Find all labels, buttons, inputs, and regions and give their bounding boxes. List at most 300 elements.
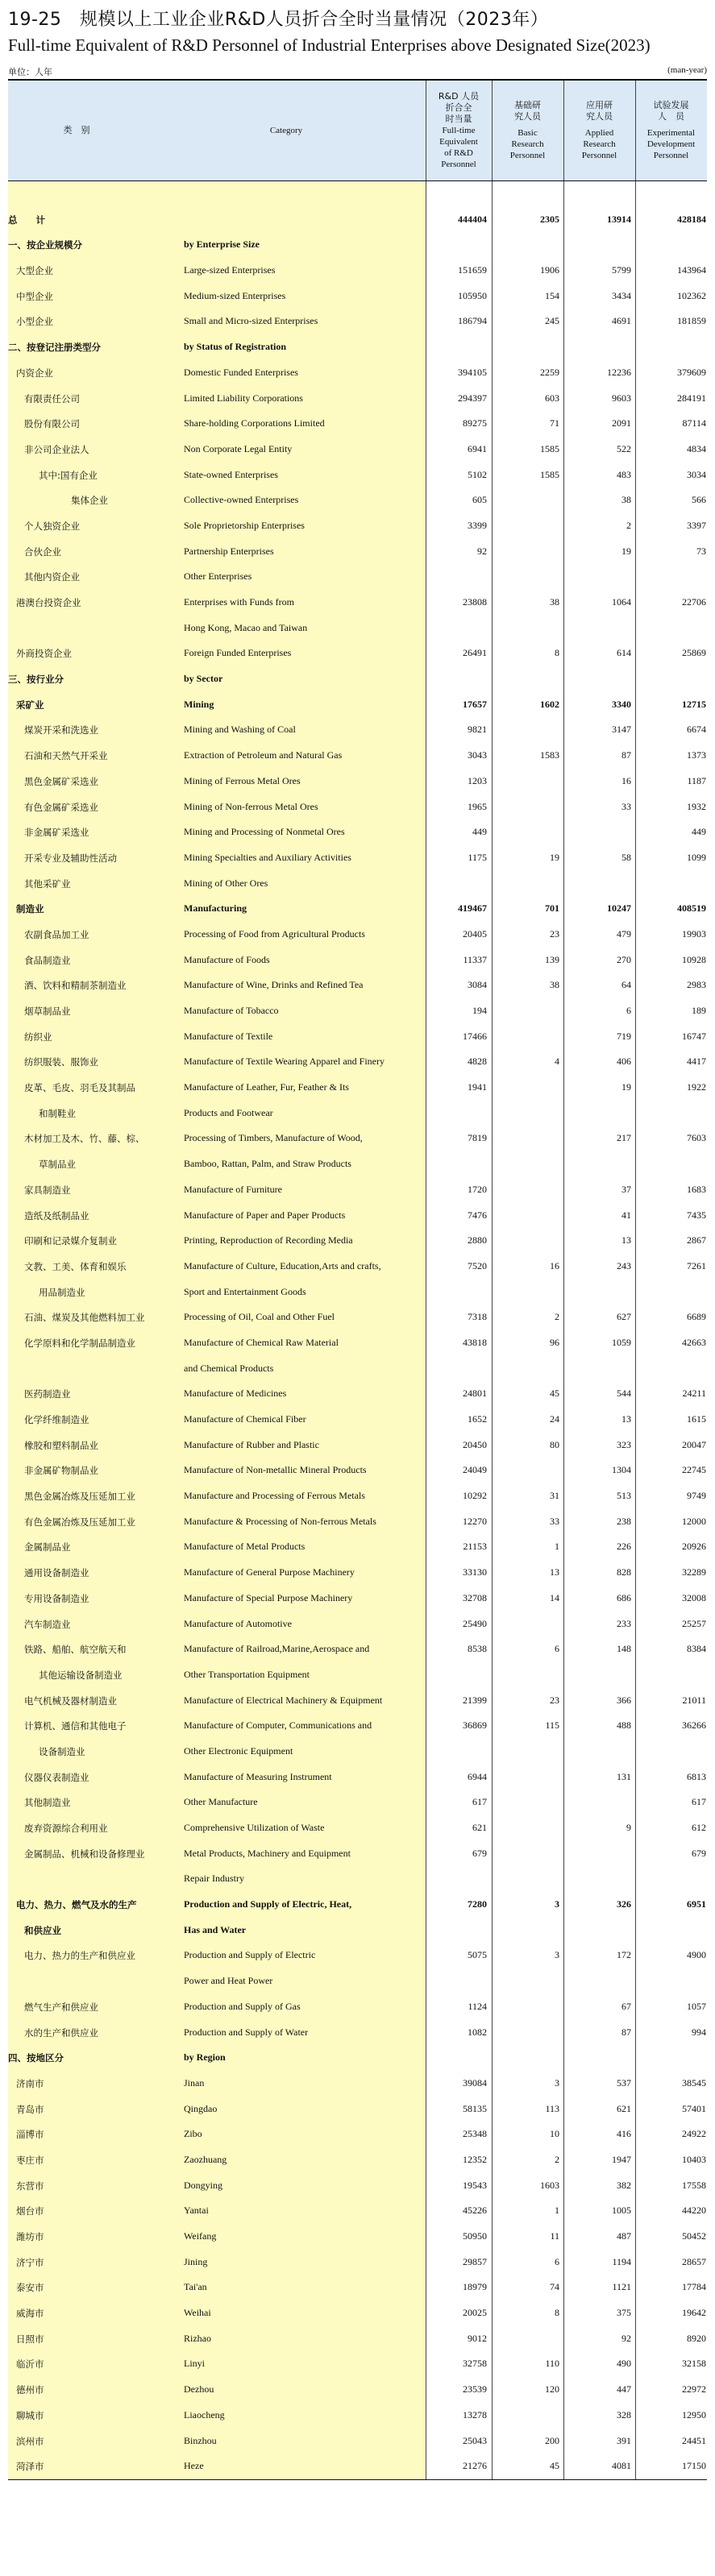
row-label-en: Products and Footwear (184, 1106, 273, 1118)
row-value-col1: 7476 (468, 1209, 487, 1221)
row-value-col1: 89275 (463, 417, 487, 429)
row-value-col1: 13278 (463, 2408, 487, 2420)
row-label-en: Manufacture of Non-metallic Mineral Products (184, 1464, 367, 1476)
row-label-cn: 威海市 (16, 2308, 44, 2320)
row-label-cn: 黑色金属冶炼及压延加工业 (24, 1491, 135, 1503)
row-label-en: Liaocheng (184, 2408, 225, 2420)
row-label-cn: 食品制造业 (24, 954, 71, 966)
table-row (8, 1534, 707, 1560)
table-row (8, 2045, 707, 2071)
row-value-col2: 19 (550, 851, 559, 863)
row-value-col4: 19642 (682, 2307, 706, 2319)
table-row (8, 1126, 707, 1151)
row-value-col4: 87114 (682, 417, 706, 429)
table-row (8, 513, 707, 539)
table-row (8, 463, 707, 488)
table-row (8, 1356, 707, 1382)
row-value-col4: 7261 (687, 1259, 706, 1271)
row-label-cn: 通用设备制造业 (24, 1567, 89, 1579)
row-label-en: Production and Supply of Gas (184, 2000, 301, 2012)
row-label-cn: 设备制造业 (39, 1745, 85, 1757)
row-value-col3: 621 (617, 2102, 631, 2114)
row-value-col2: 11 (550, 2230, 559, 2242)
table-row (8, 769, 707, 794)
row-label-en: Manufacture of Foods (184, 953, 270, 965)
row-value-col4: 428184 (677, 213, 706, 225)
row-label-cn: 总 计 (8, 214, 45, 226)
row-value-col2: 4 (555, 1056, 559, 1068)
row-value-col2: 200 (545, 2434, 559, 2446)
row-label-en: Jinan (184, 2076, 205, 2089)
table-row (8, 2198, 707, 2224)
data-table (8, 81, 707, 2479)
row-label-en: Mining Specialties and Auxiliary Activities (184, 851, 351, 863)
column-divider (563, 181, 564, 2479)
row-value-col1: 1720 (468, 1183, 487, 1195)
row-label-en: Non Corporate Legal Entity (184, 442, 293, 454)
row-value-col1: 1965 (468, 800, 487, 812)
row-label-cn: 港澳台投资企业 (16, 597, 81, 608)
row-label-cn: 专用设备制造业 (24, 1592, 89, 1604)
row-value-col3: 226 (617, 1541, 631, 1553)
row-value-col1: 449 (472, 826, 487, 838)
table-row (8, 437, 707, 463)
row-value-col4: 7435 (687, 1209, 706, 1221)
row-label-en: Binzhou (184, 2434, 217, 2446)
table-row (8, 1177, 707, 1203)
row-value-col3: 1947 (612, 2153, 631, 2165)
table-row (8, 1790, 707, 1815)
row-label-cn: 二、按登记注册类型分 (8, 342, 101, 354)
row-label-en: Mining of Ferrous Metal Ores (184, 774, 301, 786)
row-value-col4: 7603 (687, 1132, 706, 1144)
row-value-col2: 113 (545, 2102, 559, 2114)
table-row (8, 386, 707, 412)
row-label-cn: 淄博市 (16, 2129, 44, 2141)
row-value-col4: 10928 (682, 953, 706, 965)
row-label-cn: 泰安市 (16, 2282, 44, 2294)
row-label-en: Other Transportation Equipment (184, 1668, 310, 1680)
row-label-en: Mining of Non-ferrous Metal Ores (184, 800, 318, 812)
row-value-col4: 38545 (682, 2076, 706, 2089)
row-value-col1: 186794 (458, 315, 487, 327)
row-value-col2: 24 (550, 1413, 559, 1425)
table-row (8, 1407, 707, 1433)
row-value-col4: 994 (692, 2026, 706, 2038)
table-row (8, 717, 707, 743)
row-label-cn: 石油、煤炭及其他燃料加工业 (24, 1312, 145, 1324)
row-value-col2: 96 (550, 1336, 559, 1348)
table-rows (8, 181, 707, 2479)
row-label-en: State-owned Enterprises (184, 468, 278, 480)
row-value-col3: 217 (617, 1132, 631, 1144)
row-value-col4: 24211 (682, 1388, 706, 1400)
row-value-col4: 8920 (687, 2332, 706, 2344)
row-value-col4: 24451 (682, 2434, 706, 2446)
table-number: 19-25 (8, 10, 62, 30)
row-value-col1: 21276 (463, 2460, 487, 2472)
row-label-cn: 滨州市 (16, 2435, 44, 2447)
row-value-col3: 5799 (612, 264, 631, 276)
row-value-col1: 24049 (463, 1464, 487, 1476)
table-row (8, 309, 707, 334)
table-row (8, 2122, 707, 2147)
row-value-col4: 1057 (687, 2000, 706, 2012)
table-row (8, 2250, 707, 2275)
row-value-col4: 1683 (687, 1183, 706, 1195)
table-row (8, 896, 707, 922)
row-value-col4: 2867 (687, 1234, 706, 1247)
row-value-col2: 701 (545, 902, 559, 915)
table-header (8, 81, 707, 181)
row-label-cn: 废弃资源综合利用业 (24, 1823, 108, 1834)
row-value-col2: 74 (550, 2281, 559, 2293)
row-value-col3: 488 (617, 1719, 631, 1732)
row-value-col2: 8 (555, 2307, 559, 2319)
row-label-cn: 济宁市 (16, 2256, 44, 2268)
table-row (8, 1203, 707, 1229)
table-row (8, 1280, 707, 1305)
row-label-en: Medium-sized Enterprises (184, 289, 286, 301)
row-label-en: Yantai (184, 2205, 209, 2217)
row-label-en: Production and Supply of Electric (184, 1949, 316, 1961)
row-value-col1: 294397 (458, 392, 487, 404)
row-value-col4: 1615 (687, 1413, 706, 1425)
table-row (8, 2147, 707, 2173)
header-category-cn: 类 别 (63, 125, 90, 135)
header-divider (563, 81, 564, 180)
table-row (8, 1305, 707, 1330)
row-value-col1: 33130 (463, 1566, 487, 1578)
row-value-col3: 131 (617, 1770, 631, 1782)
row-value-col2: 1585 (540, 468, 559, 480)
row-label-en: Rizhao (184, 2332, 211, 2344)
row-label-en: Comprehensive Utilization of Waste (184, 1822, 325, 1833)
row-value-col3: 37 (621, 1183, 631, 1195)
table-row (8, 1458, 707, 1483)
table-row (8, 1968, 707, 1994)
row-label-cn: 皮革、毛皮、羽毛及其制品 (24, 1082, 135, 1094)
row-label-cn: 纺织业 (24, 1031, 52, 1043)
table-row (8, 181, 707, 207)
row-value-col2: 1583 (540, 749, 559, 761)
row-value-col1: 7520 (468, 1259, 487, 1271)
row-label-cn: 黑色金属矿采选业 (24, 775, 98, 787)
row-label-en: Sole Proprietorship Enterprises (184, 519, 305, 531)
row-value-col3: 2 (626, 519, 631, 531)
row-value-col2: 33 (550, 1515, 559, 1527)
row-label-cn: 小型企业 (16, 316, 53, 328)
row-value-col3: 10247 (607, 902, 631, 915)
row-value-col1: 6944 (468, 1770, 487, 1782)
row-label-cn: 有限责任公司 (24, 392, 80, 404)
table-row (8, 1560, 707, 1586)
row-value-col3: 483 (617, 468, 631, 480)
table-row (8, 2377, 707, 2403)
row-label-cn: 家具制造业 (24, 1184, 71, 1196)
row-label-cn: 德州市 (16, 2384, 44, 2396)
row-label-cn: 电力、热力、燃气及水的生产 (16, 1899, 137, 1911)
table-row (8, 1918, 707, 1943)
row-value-col4: 12715 (682, 698, 706, 710)
table-row (8, 258, 707, 284)
row-label-cn: 其他制造业 (24, 1797, 71, 1809)
row-label-en: Limited Liability Corporations (184, 392, 303, 404)
table-row (8, 1739, 707, 1765)
row-value-col1: 12270 (463, 1515, 487, 1527)
row-value-col3: 92 (621, 2332, 631, 2344)
row-value-col3: 326 (617, 1898, 631, 1910)
table-row (8, 1688, 707, 1714)
row-value-col4: 42663 (682, 1336, 706, 1348)
row-value-col4: 617 (692, 1796, 706, 1808)
row-label-en: Production and Supply of Electric, Heat, (184, 1898, 352, 1910)
row-label-en: Manufacture of Special Purpose Machinery (184, 1591, 353, 1603)
row-value-col4: 32289 (682, 1566, 706, 1578)
row-value-col4: 8384 (687, 1643, 706, 1655)
row-value-col1: 444404 (458, 213, 487, 225)
row-label-cn: 医药制造业 (24, 1388, 71, 1400)
row-value-col3: 64 (621, 979, 631, 991)
row-label-en: Small and Micro-sized Enterprises (184, 315, 318, 327)
header-col1: R&D 人员 折合全 时当量 Full-time Equivalent of R&D Personnel (438, 91, 480, 169)
table-row (8, 2173, 707, 2199)
row-label-cn: 电力、热力的生产和供应业 (24, 1950, 135, 1962)
row-value-col3: 87 (621, 2026, 631, 2038)
row-value-col2: 139 (545, 953, 559, 965)
row-label-cn: 枣庄市 (16, 2154, 44, 2166)
row-value-col3: 479 (617, 927, 631, 940)
table-row (8, 2351, 707, 2377)
row-value-col2: 23 (550, 927, 559, 940)
row-label-en: Manufacture of Textile (184, 1030, 273, 1042)
row-label-cn: 一、按企业规模分 (8, 239, 82, 251)
row-value-col2: 1 (555, 2205, 559, 2217)
row-value-col1: 194 (472, 1005, 487, 1016)
row-label-cn: 纺织服装、服饰业 (24, 1056, 98, 1068)
row-label-cn: 金属制品、机械和设备修理业 (24, 1848, 145, 1860)
row-label-en: Foreign Funded Enterprises (184, 647, 292, 659)
row-value-col4: 4417 (687, 1056, 706, 1068)
row-value-col3: 375 (617, 2307, 631, 2319)
row-value-col1: 24801 (463, 1388, 487, 1400)
row-label-cn: 草制品业 (39, 1159, 76, 1171)
row-label-en: by Status of Registration (184, 341, 287, 353)
row-label-cn: 农副食品加工业 (24, 928, 89, 940)
row-value-col1: 19543 (463, 2179, 487, 2191)
row-label-en: Production and Supply of Water (184, 2026, 309, 2038)
row-value-col4: 612 (692, 1822, 706, 1833)
row-value-col4: 57401 (682, 2102, 706, 2114)
row-label-cn: 石油和天然气开采业 (24, 750, 108, 762)
row-value-col1: 151659 (458, 264, 487, 276)
row-label-cn: 造纸及纸制品业 (24, 1209, 89, 1222)
table-row (8, 2020, 707, 2046)
row-label-cn: 汽车制造业 (24, 1618, 71, 1630)
row-value-col2: 154 (545, 289, 559, 301)
header-divider (492, 81, 493, 180)
table-row (8, 284, 707, 309)
row-value-col2: 245 (545, 315, 559, 327)
row-value-col2: 1602 (540, 698, 559, 710)
row-value-col3: 828 (617, 1566, 631, 1578)
row-value-col1: 12352 (463, 2153, 487, 2165)
row-label-en: Domestic Funded Enterprises (184, 366, 298, 378)
row-value-col2: 8 (555, 647, 559, 659)
table-row (8, 666, 707, 692)
row-value-col3: 19 (621, 1081, 631, 1093)
row-value-col3: 537 (617, 2076, 631, 2089)
row-label-cn: 非金属矿采选业 (24, 827, 89, 839)
row-label-en: Mining of Other Ores (184, 877, 268, 889)
row-label-cn: 三、按行业分 (8, 674, 64, 686)
row-value-col4: 16747 (682, 1030, 706, 1042)
row-value-col1: 50950 (463, 2230, 487, 2242)
row-label-cn: 有色金属矿采选业 (24, 801, 98, 813)
row-label-cn: 合伙企业 (24, 545, 61, 558)
row-value-col4: 28657 (682, 2255, 706, 2267)
row-value-col2: 80 (550, 1438, 559, 1450)
header-col4: 试验发展 人 员 Experimental Development Personnel (646, 100, 696, 160)
row-value-col2: 120 (545, 2383, 559, 2396)
row-value-col4: 1932 (687, 800, 706, 812)
table-row (8, 845, 707, 871)
row-value-col4: 449 (692, 826, 706, 838)
row-value-col1: 25348 (463, 2128, 487, 2140)
row-value-col4: 6674 (687, 724, 706, 736)
row-value-col2: 10 (550, 2128, 559, 2140)
row-value-col2: 603 (545, 392, 559, 404)
table-row (8, 1815, 707, 1841)
table-row (8, 1228, 707, 1254)
row-label-en: Repair Industry (184, 1873, 244, 1885)
row-value-col3: 13 (621, 1413, 631, 1425)
row-value-col1: 43818 (463, 1336, 487, 1348)
row-label-en: Power and Heat Power (184, 1975, 273, 1987)
table-row (8, 998, 707, 1024)
row-label-en: by Sector (184, 673, 223, 685)
row-value-col3: 12236 (607, 366, 631, 378)
table-row (8, 539, 707, 565)
row-label-en: Zibo (184, 2128, 202, 2140)
row-value-col1: 25043 (463, 2434, 487, 2446)
row-value-col4: 189 (692, 1005, 706, 1016)
table-row (8, 692, 707, 718)
table-row (8, 2224, 707, 2250)
row-value-col1: 1124 (468, 2000, 487, 2012)
header-divider (635, 81, 636, 180)
row-label-en: Manufacture of Leather, Fur, Feather & Its (184, 1081, 349, 1093)
row-value-col1: 21153 (463, 1541, 487, 1553)
row-value-col3: 6 (626, 1005, 631, 1016)
row-label-cn: 股份有限公司 (24, 418, 80, 430)
row-value-col1: 39084 (463, 2076, 487, 2089)
row-value-col1: 23808 (463, 596, 487, 608)
table-row (8, 207, 707, 233)
table-row (8, 1101, 707, 1126)
table-row (8, 948, 707, 973)
row-value-col2: 2305 (540, 213, 559, 225)
row-value-col1: 394105 (458, 366, 487, 378)
row-value-col4: 143964 (677, 264, 706, 276)
row-value-col3: 3147 (612, 724, 631, 736)
table-row (8, 1151, 707, 1177)
row-value-col1: 7318 (468, 1311, 487, 1323)
row-value-col3: 87 (621, 749, 631, 761)
row-label-cn: 大型企业 (16, 265, 53, 277)
row-value-col3: 9603 (612, 392, 631, 404)
row-value-col3: 614 (617, 647, 631, 659)
table-row (8, 1509, 707, 1535)
row-label-cn: 济南市 (16, 2077, 44, 2089)
row-value-col3: 4081 (612, 2460, 631, 2472)
row-label-en: Manufacture of Chemical Fiber (184, 1413, 306, 1425)
row-label-cn: 集体企业 (71, 495, 108, 507)
row-label-en: Bamboo, Rattan, Palm, and Straw Products (184, 1158, 351, 1170)
row-value-col3: 33 (621, 800, 631, 812)
table-title-en: Full-time Equivalent of R&D Personnel of Industrial Enterprises above Designated Size(2023) (8, 35, 651, 55)
row-label-en: Manufacture of Culture, Education,Arts and crafts, (184, 1259, 381, 1271)
table-row (8, 1075, 707, 1101)
row-label-en: Collective-owned Enterprises (184, 494, 299, 506)
table-row (8, 487, 707, 513)
row-value-col2: 14 (550, 1591, 559, 1603)
row-value-col3: 233 (617, 1617, 631, 1629)
row-value-col3: 513 (617, 1490, 631, 1502)
table-row (8, 2300, 707, 2326)
row-value-col2: 3 (555, 2076, 559, 2089)
table-row (8, 590, 707, 616)
row-value-col2: 45 (550, 2460, 559, 2472)
row-value-col1: 25490 (463, 1617, 487, 1629)
row-value-col1: 5075 (468, 1949, 487, 1961)
row-value-col2: 3 (555, 1949, 559, 1961)
row-label-en: Manufacture of Chemical Raw Material (184, 1336, 339, 1348)
table-row (8, 1841, 707, 1867)
row-label-en: Zaozhuang (184, 2153, 227, 2165)
row-value-col4: 1922 (687, 1081, 706, 1093)
table-row (8, 2326, 707, 2352)
row-label-en: Manufacture of Electrical Machinery & Equipment (184, 1694, 383, 1706)
table-row (8, 564, 707, 590)
row-label-en: Mining (184, 698, 214, 710)
row-label-en: Heze (184, 2460, 204, 2472)
row-value-col2: 3 (555, 1898, 559, 1910)
table-row (8, 1330, 707, 1356)
row-label-en: Other Manufacture (184, 1796, 258, 1808)
row-label-cn: 采矿业 (16, 699, 44, 711)
row-value-col3: 382 (617, 2179, 631, 2191)
column-divider (492, 181, 493, 2479)
row-value-col1: 621 (472, 1822, 487, 1833)
row-value-col1: 3043 (468, 749, 487, 761)
row-value-col2: 1603 (540, 2179, 559, 2191)
row-value-col2: 2 (555, 2153, 559, 2165)
row-value-col4: 408519 (677, 902, 706, 915)
table-row (8, 1612, 707, 1637)
row-value-col1: 7280 (468, 1898, 487, 1910)
row-value-col1: 679 (472, 1847, 487, 1859)
row-value-col1: 20450 (463, 1438, 487, 1450)
row-label-cn: 烟草制品业 (24, 1006, 71, 1017)
row-value-col3: 686 (617, 1591, 631, 1603)
row-value-col1: 10292 (463, 1490, 487, 1502)
row-value-col3: 406 (617, 1056, 631, 1068)
row-label-en: Manufacture of Measuring Instrument (184, 1770, 332, 1782)
row-value-col4: 22706 (682, 596, 706, 608)
row-label-en: and Chemical Products (184, 1362, 274, 1374)
row-label-cn: 聊城市 (16, 2409, 44, 2421)
